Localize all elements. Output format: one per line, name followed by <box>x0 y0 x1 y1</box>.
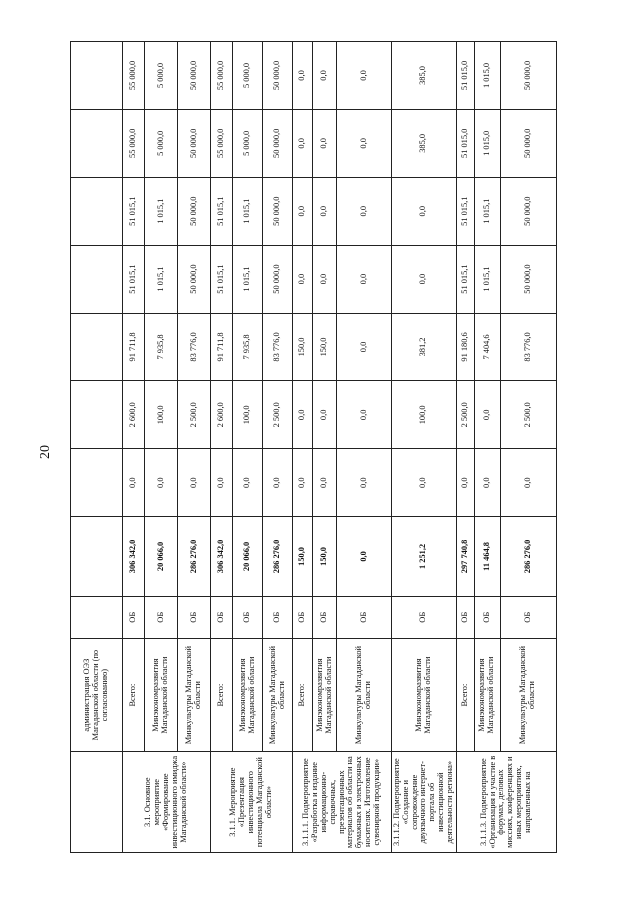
table-row <box>337 42 392 853</box>
row-executor: администрация ОЭЗ Магаданской области (по согласованию) <box>71 638 123 752</box>
row-year-1: 0,0 <box>313 449 337 517</box>
row-year-6: 5 000,0 <box>233 109 263 177</box>
rotated-table-wrapper <box>70 41 537 853</box>
page-number: 20 <box>38 445 53 459</box>
row-total: 286 276,0 <box>178 517 211 597</box>
row-year-3: 83 776,0 <box>263 313 293 381</box>
row-year-4: 0,0 <box>293 245 313 313</box>
row-year-7: 50 000,0 <box>263 42 293 110</box>
row-year-6: 55 000,0 <box>123 109 145 177</box>
row-year-6: 51 015,0 <box>456 109 474 177</box>
row-year-1: 0,0 <box>392 449 457 517</box>
table-row <box>145 42 178 853</box>
row-executor: Всего: <box>293 638 313 752</box>
row-total: 286 276,0 <box>500 517 556 597</box>
row-year-4: 51 015,1 <box>123 245 145 313</box>
row-year-3: 7 935,8 <box>145 313 178 381</box>
row-year-5: 50 000,0 <box>263 177 293 245</box>
row-year-2: 2 500,0 <box>178 381 211 449</box>
row-source: ОБ <box>263 596 293 638</box>
row-year-7: 0,0 <box>293 42 313 110</box>
row-source: ОБ <box>313 596 337 638</box>
row-year-2: 2 500,0 <box>263 381 293 449</box>
row-year-1: 0,0 <box>293 449 313 517</box>
row-executor: Минкультуры Магаданской области <box>263 638 293 752</box>
row-year-6: 55 000,0 <box>211 109 233 177</box>
row-year-2: 2 600,0 <box>123 381 145 449</box>
row-year-2: 2 600,0 <box>211 381 233 449</box>
row-year-4 <box>71 245 123 313</box>
row-year-6: 0,0 <box>293 109 313 177</box>
row-year-7: 50 000,0 <box>178 42 211 110</box>
row-year-5: 1 015,1 <box>474 177 500 245</box>
row-executor: Минэкономразвития Магаданской области <box>392 638 457 752</box>
row-year-4: 1 015,1 <box>145 245 178 313</box>
row-source: ОБ <box>456 596 474 638</box>
row-year-7: 55 000,0 <box>123 42 145 110</box>
table-row <box>293 42 313 853</box>
row-source: ОБ <box>474 596 500 638</box>
row-source: ОБ <box>337 596 392 638</box>
row-year-5: 1 015,1 <box>145 177 178 245</box>
row-year-6 <box>71 109 123 177</box>
row-year-2: 100,0 <box>392 381 457 449</box>
row-total: 306 342,0 <box>211 517 233 597</box>
row-name: 3.1.1.1. Подмероприятие «Разработка и издание информационно-справочных, презентационных материалов об области на бумажных и электронных носителях. Изготовление сувенирной продукции» <box>293 752 392 853</box>
row-year-4: 50 000,0 <box>178 245 211 313</box>
row-name: 3.1.1.2. Подмероприятие «Создание и сопровождение двуязычного интернет-портала об инвестиционной деятельности региона» <box>392 752 457 853</box>
table-row <box>392 42 457 853</box>
row-year-2: 0,0 <box>293 381 313 449</box>
row-year-7: 5 000,0 <box>145 42 178 110</box>
table-row <box>233 42 263 853</box>
row-total: 306 342,0 <box>123 517 145 597</box>
row-year-5: 51 015,1 <box>211 177 233 245</box>
table-row <box>178 42 211 853</box>
row-year-3: 150,0 <box>313 313 337 381</box>
row-year-7: 50 000,0 <box>500 42 556 110</box>
row-year-2: 100,0 <box>233 381 263 449</box>
row-name: 3.1.1. Мероприятие «Презентация инвестиционного потенциала Магаданской области» <box>211 752 293 853</box>
row-executor: Всего: <box>123 638 145 752</box>
row-total: 297 740,8 <box>456 517 474 597</box>
row-source: ОБ <box>145 596 178 638</box>
row-year-1: 0,0 <box>474 449 500 517</box>
row-executor: Минэкономразвития Магаданской области <box>313 638 337 752</box>
row-year-5: 0,0 <box>337 177 392 245</box>
row-year-1: 0,0 <box>456 449 474 517</box>
row-total: 1 251,2 <box>392 517 457 597</box>
row-year-3: 83 776,0 <box>500 313 556 381</box>
row-executor: Всего: <box>211 638 233 752</box>
row-year-4: 0,0 <box>313 245 337 313</box>
row-source: ОБ <box>178 596 211 638</box>
row-year-2: 2 500,0 <box>456 381 474 449</box>
program-funding-table <box>70 41 557 853</box>
row-name <box>71 752 123 853</box>
table-row <box>500 42 556 853</box>
row-year-4: 0,0 <box>337 245 392 313</box>
row-year-6: 0,0 <box>337 109 392 177</box>
row-year-7: 0,0 <box>313 42 337 110</box>
row-year-1: 0,0 <box>178 449 211 517</box>
row-year-6: 50 000,0 <box>263 109 293 177</box>
row-source: ОБ <box>211 596 233 638</box>
row-year-3: 150,0 <box>293 313 313 381</box>
row-executor: Минэкономразвития Магаданской области <box>145 638 178 752</box>
row-year-3: 91 180,6 <box>456 313 474 381</box>
row-year-1: 0,0 <box>211 449 233 517</box>
row-year-5: 1 015,1 <box>233 177 263 245</box>
row-year-6: 1 015,0 <box>474 109 500 177</box>
row-year-7: 385,0 <box>392 42 457 110</box>
row-total <box>71 517 123 597</box>
row-year-6: 50 000,0 <box>178 109 211 177</box>
row-source: ОБ <box>293 596 313 638</box>
row-year-1: 0,0 <box>145 449 178 517</box>
row-year-5: 50 000,0 <box>500 177 556 245</box>
row-year-7 <box>71 42 123 110</box>
row-year-2: 0,0 <box>313 381 337 449</box>
row-year-4: 50 000,0 <box>500 245 556 313</box>
row-source: ОБ <box>392 596 457 638</box>
row-year-4: 51 015,1 <box>456 245 474 313</box>
row-year-5: 0,0 <box>313 177 337 245</box>
row-year-6: 50 000,0 <box>500 109 556 177</box>
row-year-5 <box>71 177 123 245</box>
table-row <box>474 42 500 853</box>
row-year-2: 0,0 <box>337 381 392 449</box>
row-name: 3.1. Основное мероприятие «Формирование инвестиционного имиджа Магаданской области» <box>123 752 211 853</box>
row-source: ОБ <box>500 596 556 638</box>
row-year-3: 381,2 <box>392 313 457 381</box>
row-year-7: 1 015,0 <box>474 42 500 110</box>
row-year-1: 0,0 <box>233 449 263 517</box>
row-year-3 <box>71 313 123 381</box>
row-year-1: 0,0 <box>123 449 145 517</box>
row-year-7: 51 015,0 <box>456 42 474 110</box>
row-total: 0,0 <box>337 517 392 597</box>
row-year-5: 0,0 <box>392 177 457 245</box>
row-year-5: 0,0 <box>293 177 313 245</box>
row-executor: Минэкономразвития Магаданской области <box>233 638 263 752</box>
table-row <box>456 42 474 853</box>
row-year-7: 5 000,0 <box>233 42 263 110</box>
table-row <box>123 42 145 853</box>
row-total: 20 066,0 <box>233 517 263 597</box>
row-year-3: 91 711,8 <box>123 313 145 381</box>
row-executor: Всего: <box>456 638 474 752</box>
row-year-1: 0,0 <box>263 449 293 517</box>
row-year-5: 50 000,0 <box>178 177 211 245</box>
row-source: ОБ <box>123 596 145 638</box>
row-year-4: 0,0 <box>392 245 457 313</box>
row-year-2: 100,0 <box>145 381 178 449</box>
row-source <box>71 596 123 638</box>
row-year-1: 0,0 <box>500 449 556 517</box>
row-total: 150,0 <box>293 517 313 597</box>
row-year-6: 0,0 <box>313 109 337 177</box>
row-total: 286 276,0 <box>263 517 293 597</box>
row-year-3: 0,0 <box>337 313 392 381</box>
row-year-4: 1 015,1 <box>233 245 263 313</box>
row-year-2: 0,0 <box>474 381 500 449</box>
row-year-1: 0,0 <box>337 449 392 517</box>
row-year-7: 55 000,0 <box>211 42 233 110</box>
row-total: 150,0 <box>313 517 337 597</box>
table-row <box>313 42 337 853</box>
row-total: 20 066,0 <box>145 517 178 597</box>
table-row <box>71 42 123 853</box>
row-year-2: 2 500,0 <box>500 381 556 449</box>
row-year-4: 1 015,1 <box>474 245 500 313</box>
row-executor: Минкультуры Магаданской области <box>337 638 392 752</box>
row-year-3: 7 935,8 <box>233 313 263 381</box>
row-executor: Минкультуры Магаданской области <box>500 638 556 752</box>
row-year-6: 385,0 <box>392 109 457 177</box>
row-name: 3.1.1.3. Подмероприятие «Организация и участие в форумах, деловых миссиях, конференциях и иных мероприятиях, направленных на <box>456 752 556 853</box>
row-year-5: 51 015,1 <box>456 177 474 245</box>
row-year-4: 50 000,0 <box>263 245 293 313</box>
row-year-3: 7 404,6 <box>474 313 500 381</box>
row-year-2 <box>71 381 123 449</box>
table-row <box>211 42 233 853</box>
row-year-3: 83 776,0 <box>178 313 211 381</box>
row-year-1 <box>71 449 123 517</box>
table-row <box>263 42 293 853</box>
row-executor: Минкультуры Магаданской области <box>178 638 211 752</box>
row-year-3: 91 711,8 <box>211 313 233 381</box>
row-executor: Минэкономразвития Магаданской области <box>474 638 500 752</box>
row-year-4: 51 015,1 <box>211 245 233 313</box>
row-year-6: 5 000,0 <box>145 109 178 177</box>
row-total: 11 464,8 <box>474 517 500 597</box>
row-year-7: 0,0 <box>337 42 392 110</box>
row-year-5: 51 015,1 <box>123 177 145 245</box>
row-source: ОБ <box>233 596 263 638</box>
